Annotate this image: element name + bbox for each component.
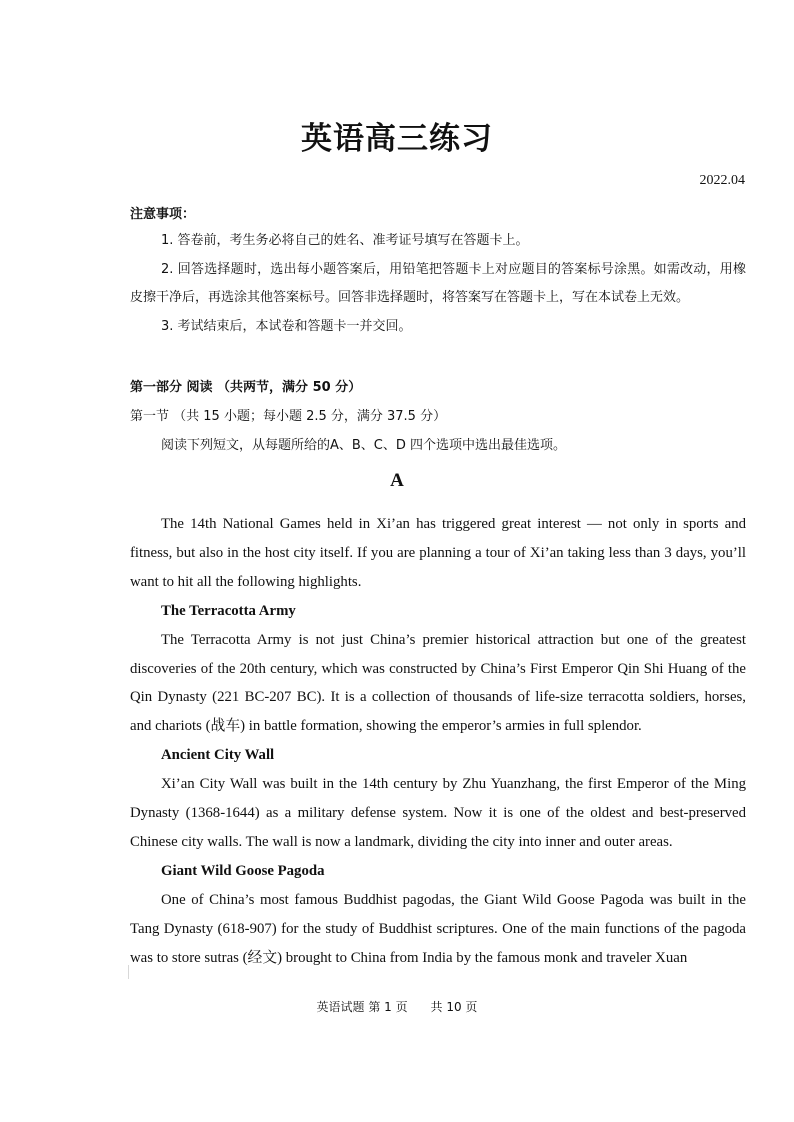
scan-mark: [128, 965, 129, 979]
notice-heading: 注意事项：: [130, 207, 196, 222]
notice-item: 2. 回答选择题时，选出每小题答案后，用铅笔把答题卡上对应题目的答案标号涂黑。如需改动，用橡皮擦干净后，再选涂其他答案标号。回答非选择题时，将答案写在答题卡上，写在本试卷上无效。: [130, 261, 746, 305]
section-instruction: 阅读下列短文，从每题所给的A、B、C、D 四个选项中选出最佳选项。: [161, 438, 567, 453]
passage-label: A: [390, 470, 404, 491]
notice-item: 1. 答卷前，考生务必将自己的姓名、准考证号填写在答题卡上。: [161, 233, 529, 248]
section-text-pagoda: One of China’s most famous Buddhist pagodas, the Giant Wild Goose Pagoda was built in the Tang Dynasty (618-907) for the study of Buddhist scriptures. One of the main functions of the pagoda was to store sutras (经文) brought to China from India by the famous monk and traveler Xuan: [130, 891, 746, 966]
section-heading: 第一节 （共 15 小题；每小题 2.5 分，满分 37.5 分）: [130, 409, 447, 424]
page-footer: [0, 998, 794, 1015]
notice-list: [130, 227, 746, 341]
section-heading-pagoda: Giant Wild Goose Pagoda: [161, 862, 325, 879]
page-title: 英语高三练习: [301, 121, 493, 157]
footer-total-pages: 共 10 页: [430, 1000, 478, 1014]
notice-item: 3. 考试结束后，本试卷和答题卡一并交回。: [161, 318, 412, 334]
section-heading-terracotta: The Terracotta Army: [161, 602, 296, 619]
section-text-terracotta: The Terracotta Army is not just China’s premier historical attraction but one of the greatest discoveries of the 20th century, which was constructed by China’s First Emperor Qin Shi Huang of the Qin Dynasty (221 BC-207 BC). It is a collection of thousands of life-size terracotta soldiers, horses, and chariots (战车) in battle formation, showing the emperor’s armies in full splendor.: [130, 631, 746, 735]
passage-body: [130, 510, 746, 973]
section-text-city-wall: Xi’an City Wall was built in the 14th century by Zhu Yuanzhang, the first Emperor of the Ming Dynasty (1368-1644) as a military defense system. Now it is one of the oldest and best-preserved Chinese city walls. The wall is now a landmark, dividing the city into inner and outer areas.: [130, 776, 746, 850]
part-heading: 第一部分 阅读 （共两节，满分 50 分）: [130, 380, 362, 395]
footer-page-number: 英语试题 第 1 页: [316, 1000, 408, 1014]
passage-intro: The 14th National Games held in Xi’an has triggered great interest — not only in sports and fitness, but also in the host city itself. If you are planning a tour of Xi’an taking less than 3 days, you’ll want to hit all the following highlights.: [130, 516, 746, 590]
exam-date: 2022.04: [699, 173, 745, 188]
section-heading-city-wall: Ancient City Wall: [161, 747, 275, 764]
